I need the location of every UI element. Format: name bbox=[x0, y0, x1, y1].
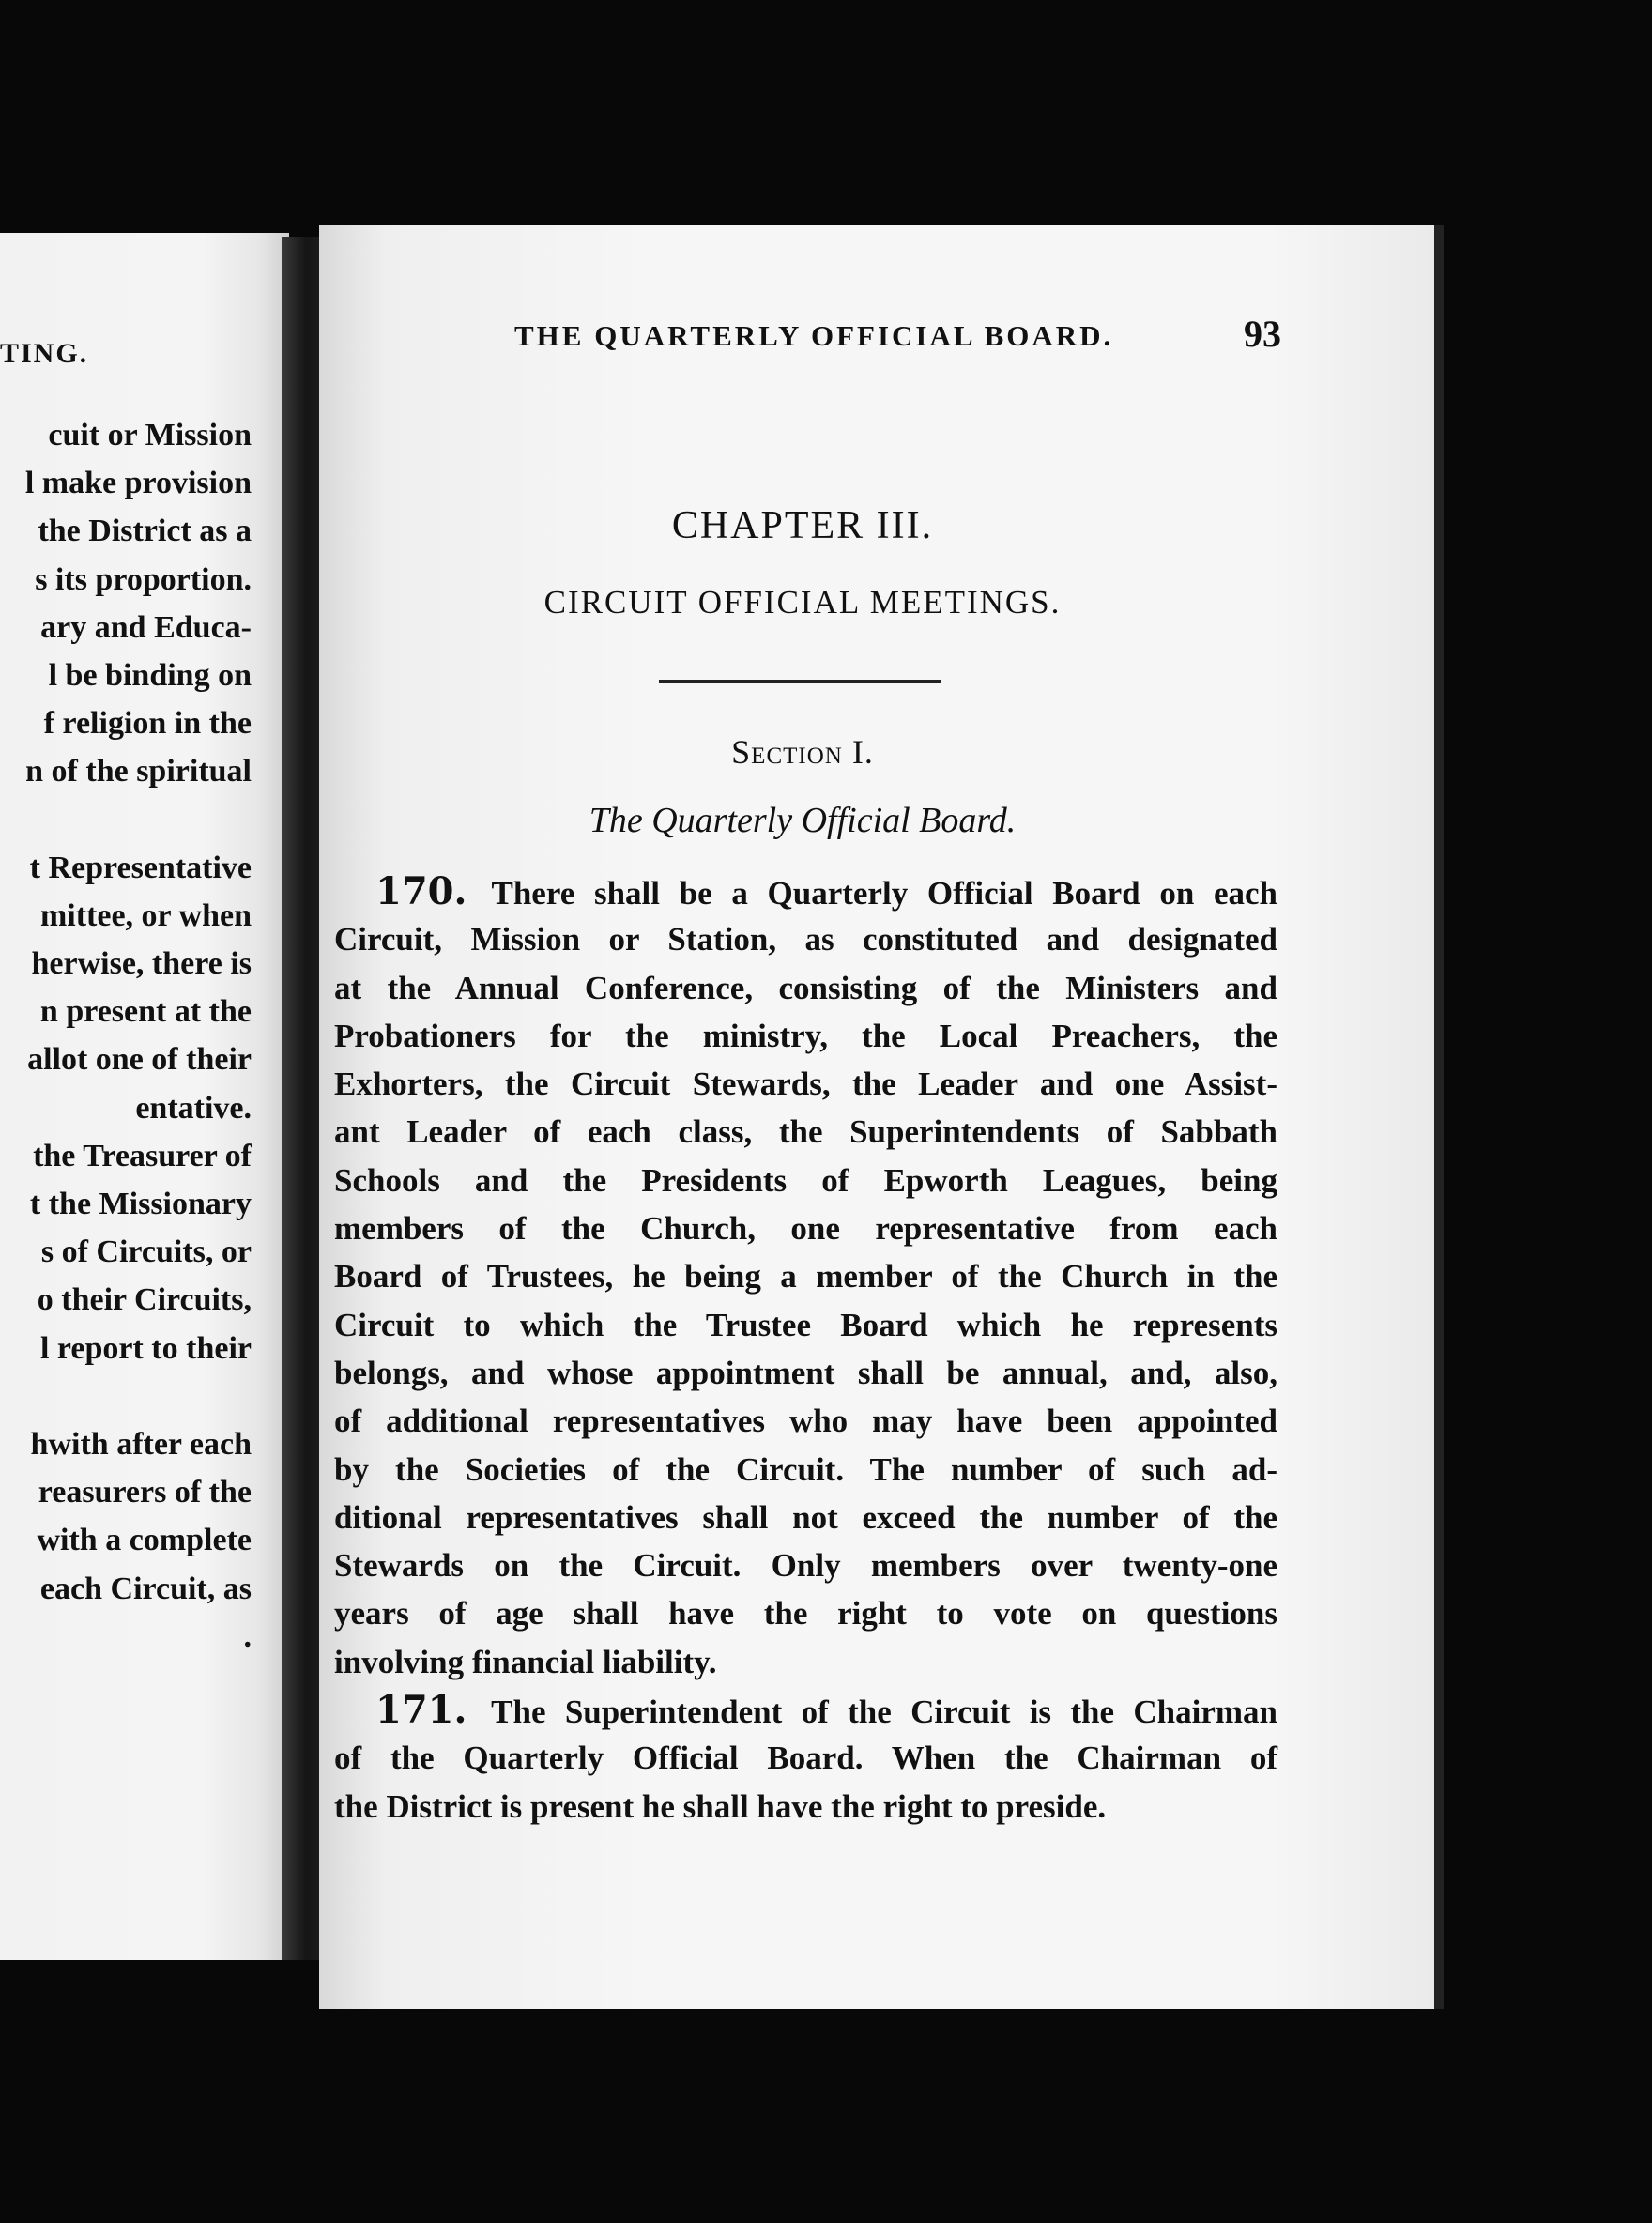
chapter-subtitle: CIRCUIT OFFICIAL MEETINGS. bbox=[543, 584, 1062, 621]
left-text-line: l report to their bbox=[39, 1330, 252, 1366]
left-text-line: s of Circuits, or bbox=[40, 1234, 252, 1270]
paragraph-170-line: at the Annual Conference, consisting of the Ministers and bbox=[334, 969, 1277, 1006]
page-edge-shadow bbox=[1434, 225, 1444, 2009]
paragraph-171-text: The Superintendent of the Circuit is the Chairman bbox=[491, 1694, 1277, 1731]
left-text-line: entative. bbox=[135, 1090, 252, 1126]
paragraph-171-line: of the Quarterly Official Board. When the Chairman of bbox=[334, 1740, 1277, 1777]
paragraph-170-line: Stewards on the Circuit. Only members over twenty-one bbox=[334, 1547, 1277, 1585]
paragraph-170-line: by the Societies of the Circuit. The number of such ad- bbox=[334, 1450, 1277, 1488]
chapter-title: CHAPTER III. bbox=[671, 504, 934, 547]
left-text-line: n present at the bbox=[39, 994, 252, 1030]
left-text-line: allot one of their bbox=[27, 1042, 252, 1078]
paragraph-170-line: Schools and the Presidents of Epworth Leagues, being bbox=[334, 1161, 1277, 1199]
section-heading: Section I. bbox=[731, 733, 874, 771]
paragraph-170-line bbox=[334, 867, 1277, 915]
paragraph-170-line: ant Leader of each class, the Superintendents of Sabbath bbox=[334, 1113, 1277, 1151]
paragraph-171-line bbox=[334, 1686, 1277, 1734]
paragraph-170-line: Board of Trustees, he being a member of the Church in the bbox=[334, 1258, 1277, 1295]
paragraph-170-line: ditional representatives shall not exceed the number of the bbox=[334, 1498, 1277, 1536]
left-text-line: f religion in the bbox=[43, 706, 252, 742]
paragraph-170-line: of additional representatives who may have been appointed bbox=[334, 1403, 1277, 1440]
paragraph-170-line: involving financial liability. bbox=[334, 1643, 717, 1680]
left-text-line: with a complete bbox=[37, 1523, 252, 1558]
left-facing-page bbox=[0, 233, 289, 1960]
left-text-line: reasurers of the bbox=[38, 1475, 252, 1510]
left-text-line: cuit or Mission bbox=[48, 418, 252, 452]
left-text-line: mittee, or when bbox=[39, 897, 252, 933]
left-text-line: t the Missionary bbox=[29, 1187, 252, 1221]
body-text bbox=[334, 867, 1277, 1831]
left-text-line: the Treasurer of bbox=[33, 1138, 252, 1173]
left-text-line: hwith after each bbox=[30, 1426, 252, 1462]
left-page-text bbox=[0, 411, 252, 1661]
left-text-line: the District as a bbox=[38, 514, 252, 549]
paragraph-170-line: Circuit, Mission or Station, as constituted and designated bbox=[334, 921, 1277, 958]
paragraph-170-line: Probationers for the ministry, the Local Preachers, the bbox=[334, 1017, 1277, 1054]
paragraph-170-line: members of the Church, one representative from each bbox=[334, 1210, 1277, 1248]
left-text-line: l be binding on bbox=[48, 657, 252, 693]
paragraph-170-text: There shall be a Quarterly Official Board on each bbox=[491, 875, 1278, 912]
left-text-line: ary and Educa- bbox=[40, 609, 252, 645]
page-number: 93 bbox=[1244, 313, 1281, 355]
left-running-head: TING. bbox=[0, 338, 89, 369]
left-text-line bbox=[0, 796, 252, 844]
running-head: THE QUARTERLY OFFICIAL BOARD. bbox=[514, 319, 1114, 352]
chapter-divider-rule bbox=[659, 680, 941, 683]
left-text-line: n of the spiritual bbox=[25, 754, 252, 790]
paragraph-170-line: Circuit to which the Trustee Board which he represents bbox=[334, 1306, 1277, 1343]
left-text-line: herwise, there is bbox=[31, 946, 252, 982]
paragraph-170-line: belongs, and whose appointment shall be annual, and, also, bbox=[334, 1354, 1277, 1391]
left-text-line: t Representative bbox=[29, 850, 252, 885]
left-text-line: l make provision bbox=[24, 466, 252, 501]
paragraph-number-170: 170. bbox=[375, 869, 467, 913]
left-text-line: o their Circuits, bbox=[37, 1282, 252, 1318]
paragraph-number-171: 171. bbox=[375, 1688, 467, 1733]
left-text-line: s its proportion. bbox=[35, 561, 252, 597]
left-text-line bbox=[0, 1372, 252, 1420]
left-text-line: . bbox=[243, 1618, 252, 1654]
paragraph-170-line: Exhorters, the Circuit Stewards, the Leader and one Assist- bbox=[334, 1066, 1277, 1103]
section-title: The Quarterly Official Board. bbox=[589, 801, 1017, 840]
paragraph-171-line: the District is present he shall have the right to preside. bbox=[334, 1787, 1107, 1825]
right-page bbox=[319, 225, 1436, 2009]
paragraph-170-line: years of age shall have the right to vote on questions bbox=[334, 1595, 1277, 1633]
left-text-line: each Circuit, as bbox=[39, 1571, 252, 1606]
